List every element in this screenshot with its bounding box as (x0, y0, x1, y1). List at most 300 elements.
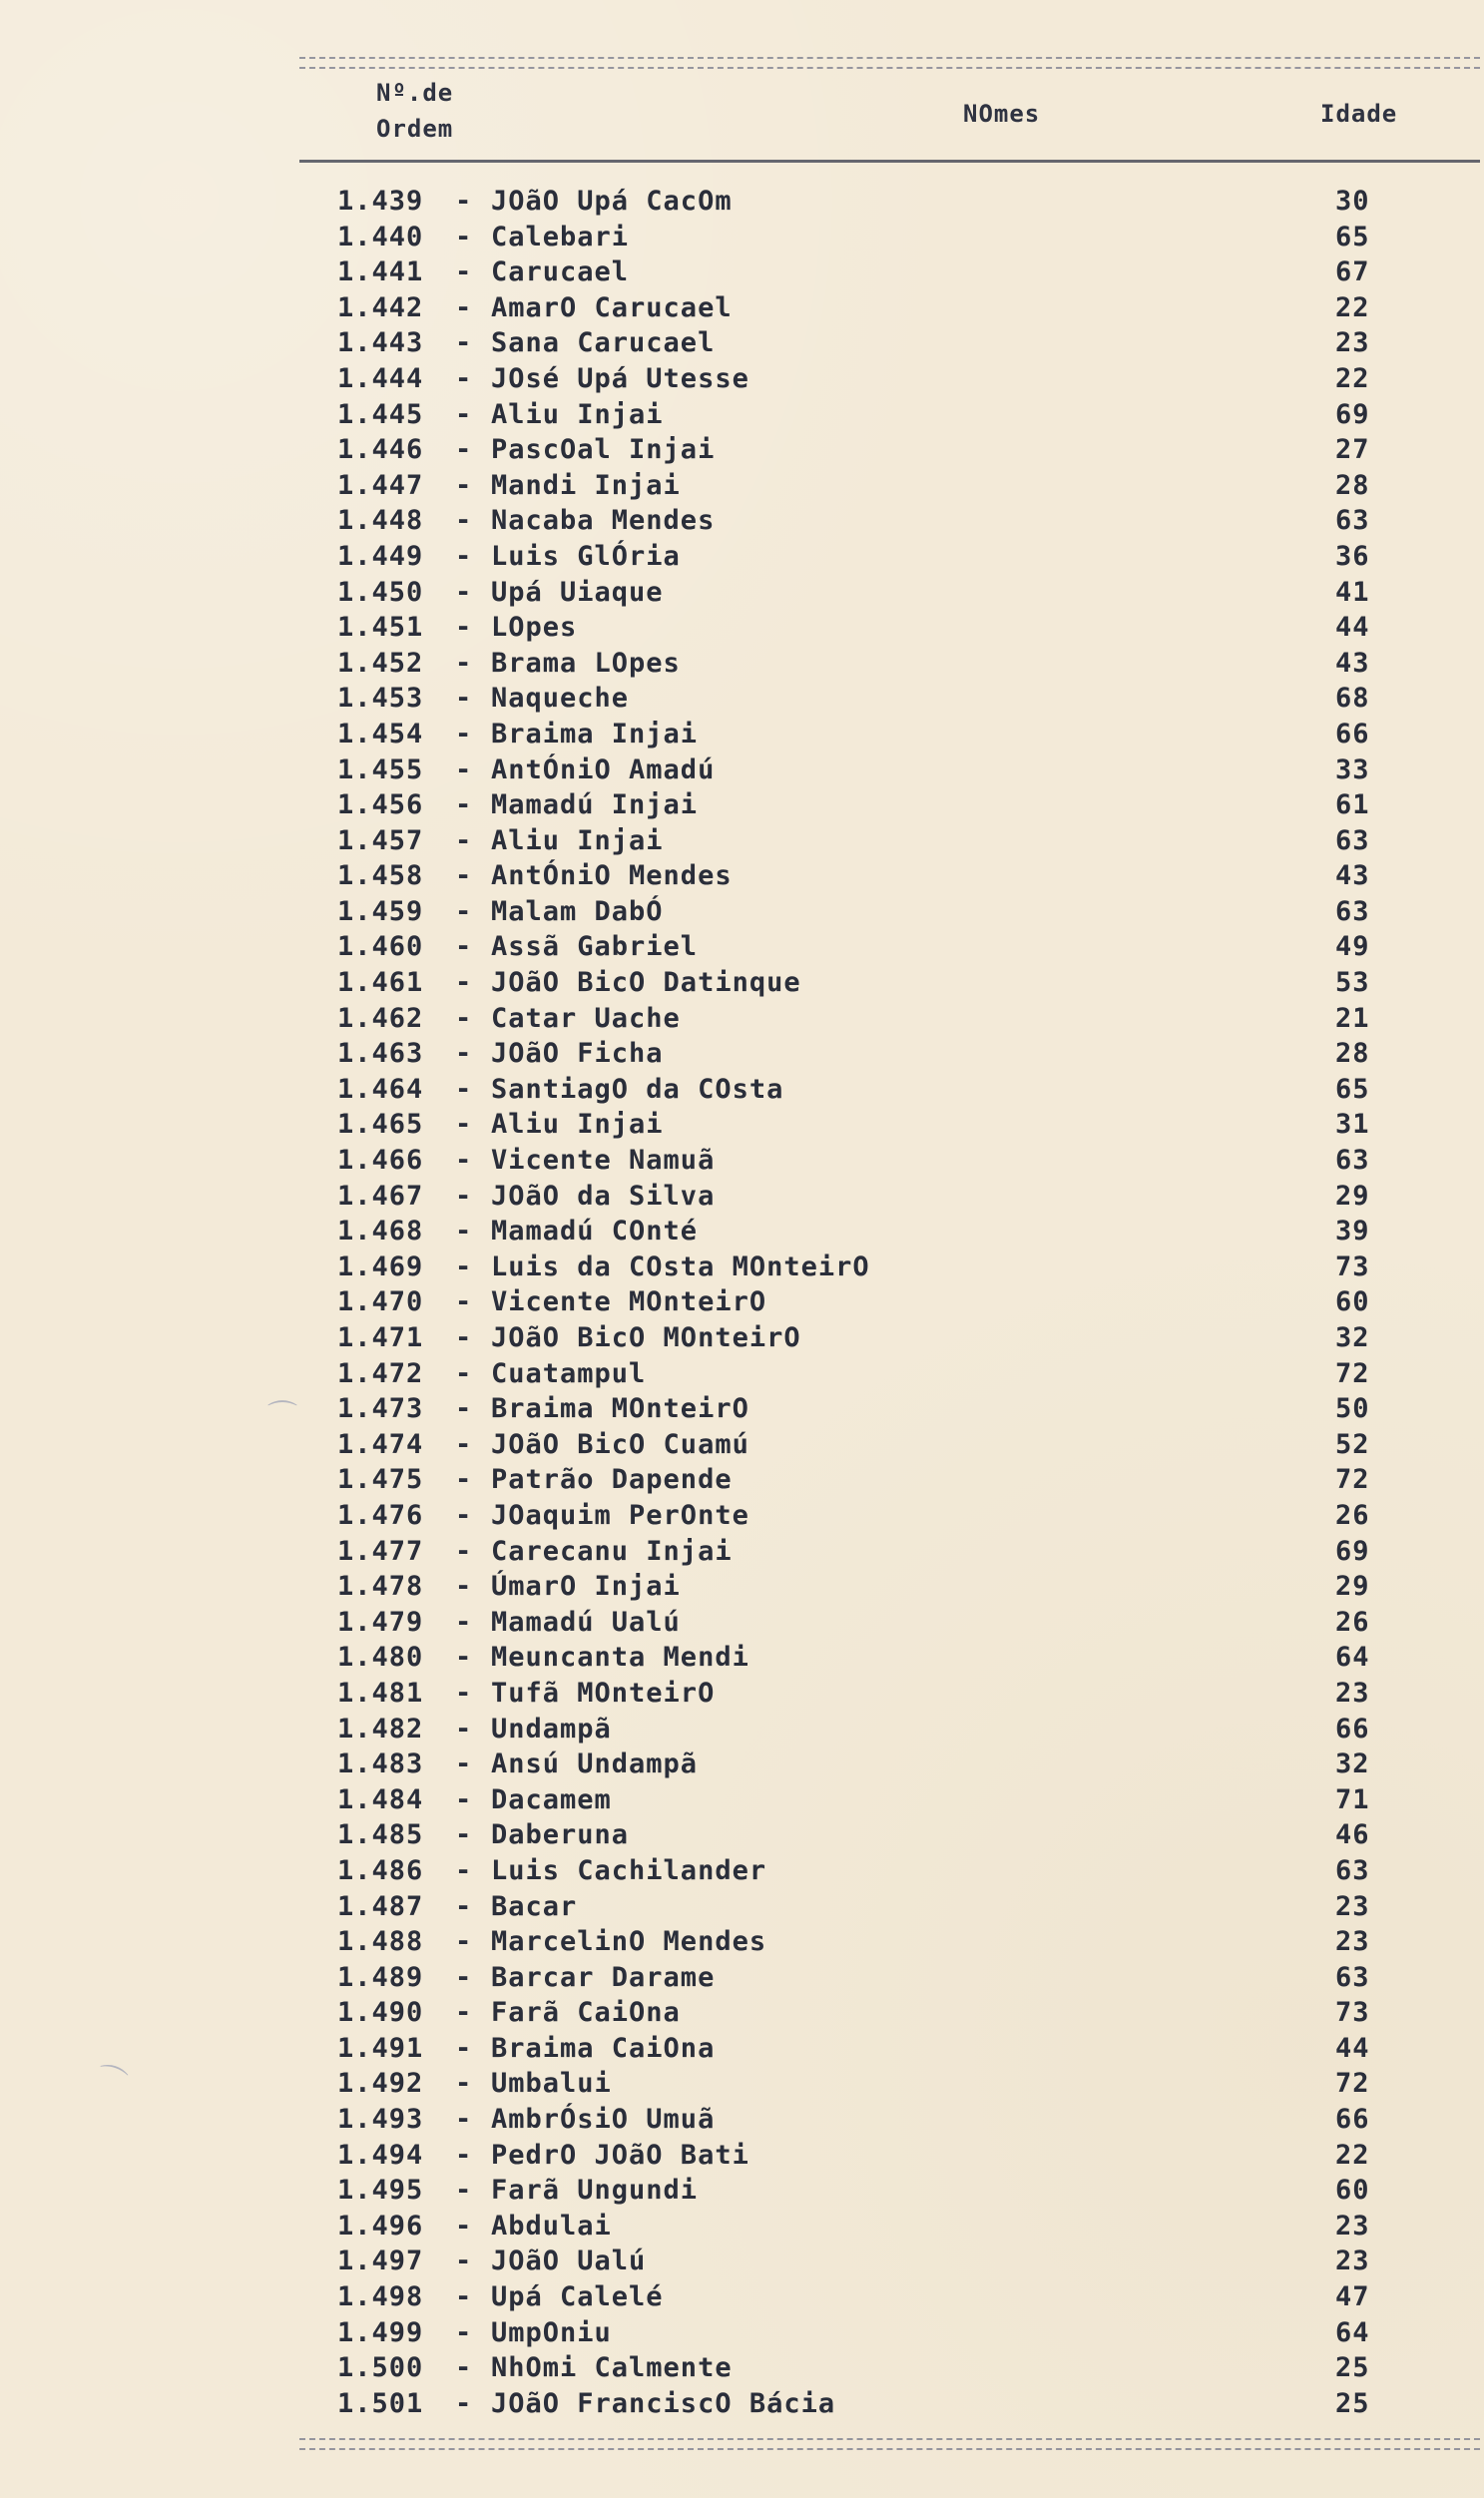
separator-dash: - (455, 2246, 473, 2277)
person-age: 53 (1335, 967, 1370, 999)
person-age: 49 (1335, 931, 1370, 963)
separator-dash: - (455, 1073, 473, 1105)
order-number: 1.440 (337, 221, 424, 252)
separator-dash: - (455, 398, 473, 430)
order-number: 1.454 (337, 718, 424, 749)
person-age: 64 (1335, 2316, 1370, 2348)
person-age: 22 (1335, 362, 1370, 394)
person-age: 63 (1335, 1145, 1370, 1177)
table-row (0, 254, 1484, 290)
person-age: 63 (1335, 824, 1370, 856)
separator-dash: - (455, 186, 473, 217)
order-number-header-line2: Ordem (376, 115, 454, 143)
person-name: Umbalui (491, 2068, 612, 2100)
person-name: PedrO JOãO Bati (491, 2139, 749, 2171)
table-row (0, 2279, 1484, 2315)
order-number: 1.452 (337, 647, 424, 679)
separator-dash: - (455, 1250, 473, 1282)
order-number: 1.489 (337, 1961, 424, 1993)
table-row (0, 220, 1484, 255)
person-name: PascOal Injai (491, 434, 716, 466)
order-number: 1.470 (337, 1286, 424, 1318)
order-number: 1.442 (337, 291, 424, 323)
person-age: 29 (1335, 1180, 1370, 1212)
person-name: JOãO BicO Datinque (491, 967, 801, 999)
separator-dash: - (455, 931, 473, 963)
person-age: 36 (1335, 540, 1370, 572)
table-row (0, 646, 1484, 682)
person-name: Upá Uiaque (491, 576, 664, 608)
table-row (0, 1889, 1484, 1925)
separator-dash: - (455, 1783, 473, 1815)
separator-dash: - (455, 221, 473, 252)
order-number: 1.485 (337, 1819, 424, 1851)
order-number: 1.476 (337, 1499, 424, 1531)
person-name: Cuatampul (491, 1357, 647, 1389)
person-name: AmarO Carucael (491, 291, 733, 323)
person-name: Braima CaiOna (491, 2032, 716, 2064)
table-row (0, 1676, 1484, 1712)
person-name: Aliu Injai (491, 824, 664, 856)
order-number: 1.478 (337, 1571, 424, 1603)
separator-dash: - (455, 2387, 473, 2419)
person-age: 67 (1335, 256, 1370, 288)
person-name: JOãO Upá CacOm (491, 186, 733, 217)
person-name: Braima Injai (491, 718, 699, 749)
separator-dash: - (455, 2139, 473, 2171)
separator-dash: - (455, 1393, 473, 1425)
names-header: NOmes (963, 100, 1041, 128)
separator-dash: - (455, 2352, 473, 2384)
person-age: 73 (1335, 1997, 1370, 2029)
records-list (0, 184, 1484, 2421)
person-name: Undampã (491, 1713, 612, 1745)
person-name: JOãO Ficha (491, 1038, 664, 1070)
separator-dash: - (455, 1854, 473, 1886)
person-age: 65 (1335, 221, 1370, 252)
table-row (0, 325, 1484, 361)
order-number: 1.456 (337, 789, 424, 821)
person-age: 66 (1335, 1713, 1370, 1745)
separator-dash: - (455, 256, 473, 288)
table-row (0, 468, 1484, 504)
order-number: 1.477 (337, 1535, 424, 1567)
table-row (0, 2386, 1484, 2422)
table-row (0, 290, 1484, 326)
table-row (0, 1143, 1484, 1179)
order-number: 1.468 (337, 1216, 424, 1248)
person-name: JOãO FranciscO Bácia (491, 2387, 836, 2419)
separator-dash: - (455, 683, 473, 715)
person-age: 28 (1335, 1038, 1370, 1070)
order-number: 1.467 (337, 1180, 424, 1212)
order-number: 1.469 (337, 1250, 424, 1282)
table-row (0, 575, 1484, 611)
table-row (0, 1569, 1484, 1605)
separator-dash: - (455, 1713, 473, 1745)
paper-mark: ⌒ (91, 2060, 131, 2103)
order-number: 1.448 (337, 505, 424, 537)
separator-dash: - (455, 362, 473, 394)
separator-dash: - (455, 1571, 473, 1603)
person-name: Catar Uache (491, 1002, 681, 1034)
person-name: Bacar (491, 1890, 578, 1922)
order-number: 1.500 (337, 2352, 424, 2384)
person-name: Luis da COsta MOnteirO (491, 1250, 870, 1282)
order-number: 1.501 (337, 2387, 424, 2419)
person-name: Luis Cachilander (491, 1854, 767, 1886)
person-name: Ansú Undampã (491, 1749, 699, 1780)
separator-dash: - (455, 1216, 473, 1248)
separator-dash: - (455, 1428, 473, 1460)
person-age: 63 (1335, 1961, 1370, 1993)
order-number: 1.498 (337, 2281, 424, 2313)
order-number: 1.451 (337, 612, 424, 644)
separator-dash: - (455, 1180, 473, 1212)
table-row (0, 894, 1484, 930)
order-number: 1.482 (337, 1713, 424, 1745)
table-row (0, 1072, 1484, 1108)
separator-dash: - (455, 647, 473, 679)
order-number: 1.453 (337, 683, 424, 715)
order-number: 1.475 (337, 1464, 424, 1496)
person-age: 23 (1335, 2210, 1370, 2242)
order-number: 1.496 (337, 2210, 424, 2242)
order-number: 1.439 (337, 186, 424, 217)
table-row (0, 1462, 1484, 1498)
person-age: 50 (1335, 1393, 1370, 1425)
separator-dash: - (455, 2175, 473, 2207)
person-age: 22 (1335, 2139, 1370, 2171)
order-number: 1.487 (337, 1890, 424, 1922)
table-row (0, 1605, 1484, 1641)
person-name: Sana Carucael (491, 327, 716, 359)
table-row (0, 787, 1484, 823)
table-row (0, 2102, 1484, 2138)
person-age: 27 (1335, 434, 1370, 466)
person-age: 25 (1335, 2352, 1370, 2384)
order-number: 1.464 (337, 1073, 424, 1105)
order-number: 1.472 (337, 1357, 424, 1389)
person-age: 63 (1335, 895, 1370, 927)
order-number: 1.497 (337, 2246, 424, 2277)
table-row (0, 1107, 1484, 1143)
person-name: Aliu Injai (491, 1109, 664, 1141)
person-age: 28 (1335, 469, 1370, 501)
person-name: AntÓniO Amadú (491, 753, 716, 785)
table-row (0, 2173, 1484, 2209)
person-age: 61 (1335, 789, 1370, 821)
order-number: 1.491 (337, 2032, 424, 2064)
order-number: 1.465 (337, 1109, 424, 1141)
order-number: 1.455 (337, 753, 424, 785)
person-name: Nacaba Mendes (491, 505, 716, 537)
table-row (0, 184, 1484, 220)
order-number: 1.457 (337, 824, 424, 856)
separator-dash: - (455, 2210, 473, 2242)
person-age: 72 (1335, 2068, 1370, 2100)
table-row (0, 717, 1484, 752)
separator-dash: - (455, 1961, 473, 1993)
order-number: 1.483 (337, 1749, 424, 1780)
person-name: Assã Gabriel (491, 931, 699, 963)
separator-dash: - (455, 327, 473, 359)
separator-dash: - (455, 434, 473, 466)
table-row (0, 2031, 1484, 2067)
separator-dash: - (455, 291, 473, 323)
person-name: AntÓniO Mendes (491, 860, 733, 892)
table-row (0, 1995, 1484, 2031)
order-number: 1.460 (337, 931, 424, 963)
separator-dash: - (455, 860, 473, 892)
separator-dash: - (455, 1642, 473, 1674)
order-number: 1.450 (337, 576, 424, 608)
person-age: 47 (1335, 2281, 1370, 2313)
order-number: 1.499 (337, 2316, 424, 2348)
separator-dash: - (455, 2104, 473, 2136)
order-number: 1.444 (337, 362, 424, 394)
table-row (0, 1534, 1484, 1570)
table-row (0, 2209, 1484, 2245)
person-age: 69 (1335, 398, 1370, 430)
order-number: 1.479 (337, 1606, 424, 1638)
person-age: 43 (1335, 647, 1370, 679)
table-row (0, 432, 1484, 468)
person-name: Tufã MOnteirO (491, 1677, 716, 1709)
table-row (0, 1960, 1484, 1996)
person-name: Upá Calelé (491, 2281, 664, 2313)
order-number: 1.473 (337, 1393, 424, 1425)
table-row (0, 397, 1484, 433)
separator-dash: - (455, 576, 473, 608)
separator-dash: - (455, 1677, 473, 1709)
order-number-header-line1: Nº.de (376, 79, 454, 107)
person-age: 22 (1335, 291, 1370, 323)
person-age: 69 (1335, 1535, 1370, 1567)
order-number: 1.449 (337, 540, 424, 572)
separator-dash: - (455, 1002, 473, 1034)
separator-dash: - (455, 1535, 473, 1567)
person-age: 32 (1335, 1749, 1370, 1780)
separator-dash: - (455, 1109, 473, 1141)
person-age: 66 (1335, 2104, 1370, 2136)
person-age: 23 (1335, 2246, 1370, 2277)
person-age: 26 (1335, 1499, 1370, 1531)
person-name: JOãO BicO Cuamú (491, 1428, 749, 1460)
table-row (0, 2138, 1484, 2174)
person-age: 25 (1335, 2387, 1370, 2419)
person-name: Aliu Injai (491, 398, 664, 430)
table-row (0, 2350, 1484, 2386)
table-row (0, 1427, 1484, 1463)
age-header: Idade (1320, 100, 1398, 128)
table-row (0, 2066, 1484, 2102)
person-age: 68 (1335, 683, 1370, 715)
person-age: 31 (1335, 1109, 1370, 1141)
person-name: UmpOniu (491, 2316, 612, 2348)
order-number: 1.493 (337, 2104, 424, 2136)
person-name: Calebari (491, 221, 630, 252)
order-number: 1.446 (337, 434, 424, 466)
person-name: Dacamem (491, 1783, 612, 1815)
table-row (0, 1179, 1484, 1215)
person-age: 23 (1335, 1890, 1370, 1922)
order-number: 1.459 (337, 895, 424, 927)
order-number: 1.466 (337, 1145, 424, 1177)
person-name: MarcelinO Mendes (491, 1926, 767, 1958)
table-row (0, 1712, 1484, 1748)
table-row (0, 361, 1484, 397)
person-age: 71 (1335, 1783, 1370, 1815)
top-double-rule (299, 57, 1480, 69)
order-number: 1.447 (337, 469, 424, 501)
person-age: 33 (1335, 753, 1370, 785)
person-age: 60 (1335, 2175, 1370, 2207)
person-age: 41 (1335, 576, 1370, 608)
separator-dash: - (455, 718, 473, 749)
person-name: JOãO BicO MOnteirO (491, 1322, 801, 1353)
person-age: 72 (1335, 1357, 1370, 1389)
person-age: 23 (1335, 1926, 1370, 1958)
person-age: 60 (1335, 1286, 1370, 1318)
person-name: Brama LOpes (491, 647, 681, 679)
person-name: Abdulai (491, 2210, 612, 2242)
order-number: 1.441 (337, 256, 424, 288)
table-row (0, 503, 1484, 539)
separator-dash: - (455, 469, 473, 501)
separator-dash: - (455, 540, 473, 572)
separator-dash: - (455, 1890, 473, 1922)
person-name: Mamadú COnté (491, 1216, 699, 1248)
separator-dash: - (455, 505, 473, 537)
person-name: AmbrÓsiO Umuã (491, 2104, 716, 2136)
order-number: 1.484 (337, 1783, 424, 1815)
person-name: ÚmarO Injai (491, 1571, 681, 1603)
person-age: 21 (1335, 1002, 1370, 1034)
separator-dash: - (455, 967, 473, 999)
separator-dash: - (455, 1322, 473, 1353)
separator-dash: - (455, 1145, 473, 1177)
order-number: 1.488 (337, 1926, 424, 1958)
separator-dash: - (455, 1464, 473, 1496)
separator-dash: - (455, 1357, 473, 1389)
table-row (0, 539, 1484, 575)
table-row (0, 1391, 1484, 1427)
person-age: 64 (1335, 1642, 1370, 1674)
person-name: Barcar Darame (491, 1961, 716, 1993)
person-age: 65 (1335, 1073, 1370, 1105)
table-row (0, 1924, 1484, 1960)
person-name: Patrão Dapende (491, 1464, 733, 1496)
table-row (0, 1498, 1484, 1534)
separator-dash: - (455, 1038, 473, 1070)
order-number: 1.463 (337, 1038, 424, 1070)
person-name: Carucael (491, 256, 630, 288)
separator-dash: - (455, 1997, 473, 2029)
order-number: 1.480 (337, 1642, 424, 1674)
order-number: 1.474 (337, 1428, 424, 1460)
person-name: NhOmi Calmente (491, 2352, 733, 2384)
table-row (0, 1036, 1484, 1072)
person-age: 66 (1335, 718, 1370, 749)
person-age: 29 (1335, 1571, 1370, 1603)
table-row (0, 1356, 1484, 1392)
paper-mark: ⌒ (267, 1399, 297, 1434)
person-name: Naqueche (491, 683, 630, 715)
person-name: Meuncanta Mendi (491, 1642, 749, 1674)
table-row (0, 1249, 1484, 1285)
table-row (0, 610, 1484, 646)
order-number: 1.471 (337, 1322, 424, 1353)
person-name: JOãO da Silva (491, 1180, 716, 1212)
separator-dash: - (455, 1286, 473, 1318)
person-name: Vicente Namuã (491, 1145, 716, 1177)
person-name: JOaquim PerOnte (491, 1499, 749, 1531)
person-age: 44 (1335, 612, 1370, 644)
table-row (0, 823, 1484, 859)
separator-dash: - (455, 2316, 473, 2348)
person-name: Vicente MOnteirO (491, 1286, 767, 1318)
header-underline (299, 160, 1480, 163)
separator-dash: - (455, 2032, 473, 2064)
table-row (0, 1284, 1484, 1320)
table-row (0, 965, 1484, 1001)
table-row (0, 1214, 1484, 1249)
person-age: 52 (1335, 1428, 1370, 1460)
separator-dash: - (455, 612, 473, 644)
table-row (0, 1782, 1484, 1818)
person-name: LOpes (491, 612, 578, 644)
person-name: Daberuna (491, 1819, 630, 1851)
table-row (0, 1747, 1484, 1782)
order-number: 1.495 (337, 2175, 424, 2207)
person-name: Malam DabÓ (491, 895, 664, 927)
bottom-double-rule (299, 2438, 1480, 2450)
order-number: 1.462 (337, 1002, 424, 1034)
separator-dash: - (455, 1749, 473, 1780)
order-number: 1.461 (337, 967, 424, 999)
person-name: Farã Ungundi (491, 2175, 699, 2207)
separator-dash: - (455, 1819, 473, 1851)
order-number: 1.458 (337, 860, 424, 892)
table-row (0, 1640, 1484, 1676)
person-name: SantiagO da COsta (491, 1073, 784, 1105)
person-age: 23 (1335, 1677, 1370, 1709)
person-name: Farã CaiOna (491, 1997, 681, 2029)
person-name: Mamadú Ualú (491, 1606, 681, 1638)
separator-dash: - (455, 1499, 473, 1531)
table-row (0, 681, 1484, 717)
person-name: Mandi Injai (491, 469, 681, 501)
person-age: 39 (1335, 1216, 1370, 1248)
separator-dash: - (455, 824, 473, 856)
person-name: Carecanu Injai (491, 1535, 733, 1567)
order-number: 1.492 (337, 2068, 424, 2100)
table-row (0, 752, 1484, 788)
table-row (0, 858, 1484, 894)
order-number: 1.443 (337, 327, 424, 359)
separator-dash: - (455, 2068, 473, 2100)
person-name: JOãO Ualú (491, 2246, 647, 2277)
person-age: 73 (1335, 1250, 1370, 1282)
person-age: 63 (1335, 505, 1370, 537)
table-row (0, 2315, 1484, 2351)
separator-dash: - (455, 2281, 473, 2313)
person-name: Braima MOnteirO (491, 1393, 749, 1425)
person-age: 72 (1335, 1464, 1370, 1496)
table-row (0, 2244, 1484, 2279)
person-name: Luis GlÓria (491, 540, 681, 572)
